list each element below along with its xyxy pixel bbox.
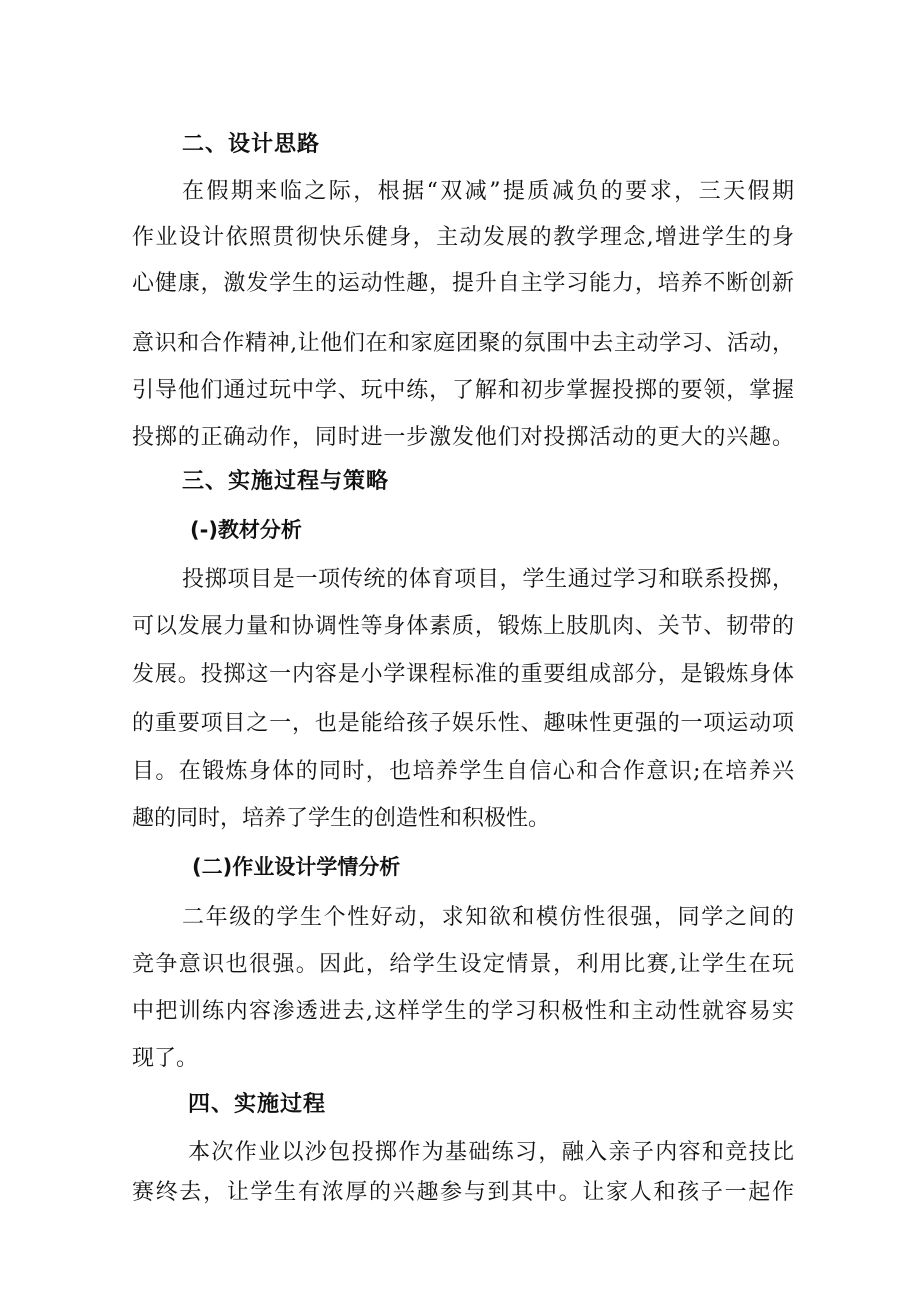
subsection-2-paragraph-line-2: 竞争意识也很强。因此，给学生设定情景，利用比赛,让学生在玩 — [132, 952, 794, 977]
subsection-2-heading: (二)作业设计学情分析 — [192, 855, 401, 879]
subsection-1-paragraph-line-3: 发展。投掷这一内容是小学课程标准的重要组成部分，是锻炼身体 — [132, 662, 794, 687]
subsection-1-paragraph-line-5: 目。在锻炼身体的同时，也培养学生自信心和合作意识;在培养兴 — [132, 759, 794, 784]
section-2-paragraph-line-4: 意识和合作精神,让他们在和家庭团聚的氛围中去主动学习、活动， — [132, 331, 794, 356]
subsection-2-paragraph-line-3: 中把训练内容渗透进去,这样学生的学习积极性和主动性就容易实 — [132, 999, 794, 1024]
section-2-paragraph-line-1: 在假期来临之际，根据“双减”提质减负的要求，三天假期 — [182, 179, 794, 204]
section-2-paragraph-line-6: 投掷的正确动作，同时进一步激发他们对投掷活动的更大的兴趣。 — [132, 425, 794, 450]
section-3-heading: 三、实施过程与策略 — [182, 469, 390, 494]
subsection-2-paragraph-line-1: 二年级的学生个性好动，求知欲和模仿性很强，同学之间的 — [182, 905, 794, 930]
section-2-heading: 二、设计思路 — [182, 132, 321, 157]
subsection-2-paragraph-line-4: 现了。 — [132, 1046, 199, 1071]
section-2-paragraph-line-5: 引导他们通过玩中学、玩中练，了解和初步掌握投掷的要领，掌握 — [132, 378, 794, 403]
section-4-paragraph-line-2: 赛终去，让学生有浓厚的兴趣参与到其中。让家人和孩子一起作 — [132, 1180, 794, 1205]
section-2-paragraph-line-3: 心健康，激发学生的运动性趣，提升自主学习能力，培养不断创新 — [132, 271, 794, 296]
subsection-1-paragraph-line-2: 可以发展力量和协调性等身体素质，锻炼上肢肌肉、关节、韧带的 — [132, 614, 794, 639]
subsection-1-heading: (-)教材分析 — [190, 518, 302, 542]
section-2-paragraph-line-2: 作业设计依照贯彻快乐健身，主动发展的教学理念,增进学生的身 — [132, 225, 794, 250]
section-4-paragraph-line-1: 本次作业以沙包投掷作为基础练习，融入亲子内容和竞技比 — [188, 1140, 794, 1165]
subsection-1-paragraph-line-6: 趣的同时，培养了学生的创造性和积极性。 — [132, 806, 551, 831]
subsection-1-paragraph-line-4: 的重要项目之一，也是能给孩子娱乐性、趣味性更强的一项运动项 — [132, 711, 794, 736]
section-4-heading: 四、实施过程 — [188, 1092, 327, 1117]
subsection-1-paragraph-line-1: 投掷项目是一项传统的体育项目，学生通过学习和联系投掷， — [182, 567, 794, 592]
